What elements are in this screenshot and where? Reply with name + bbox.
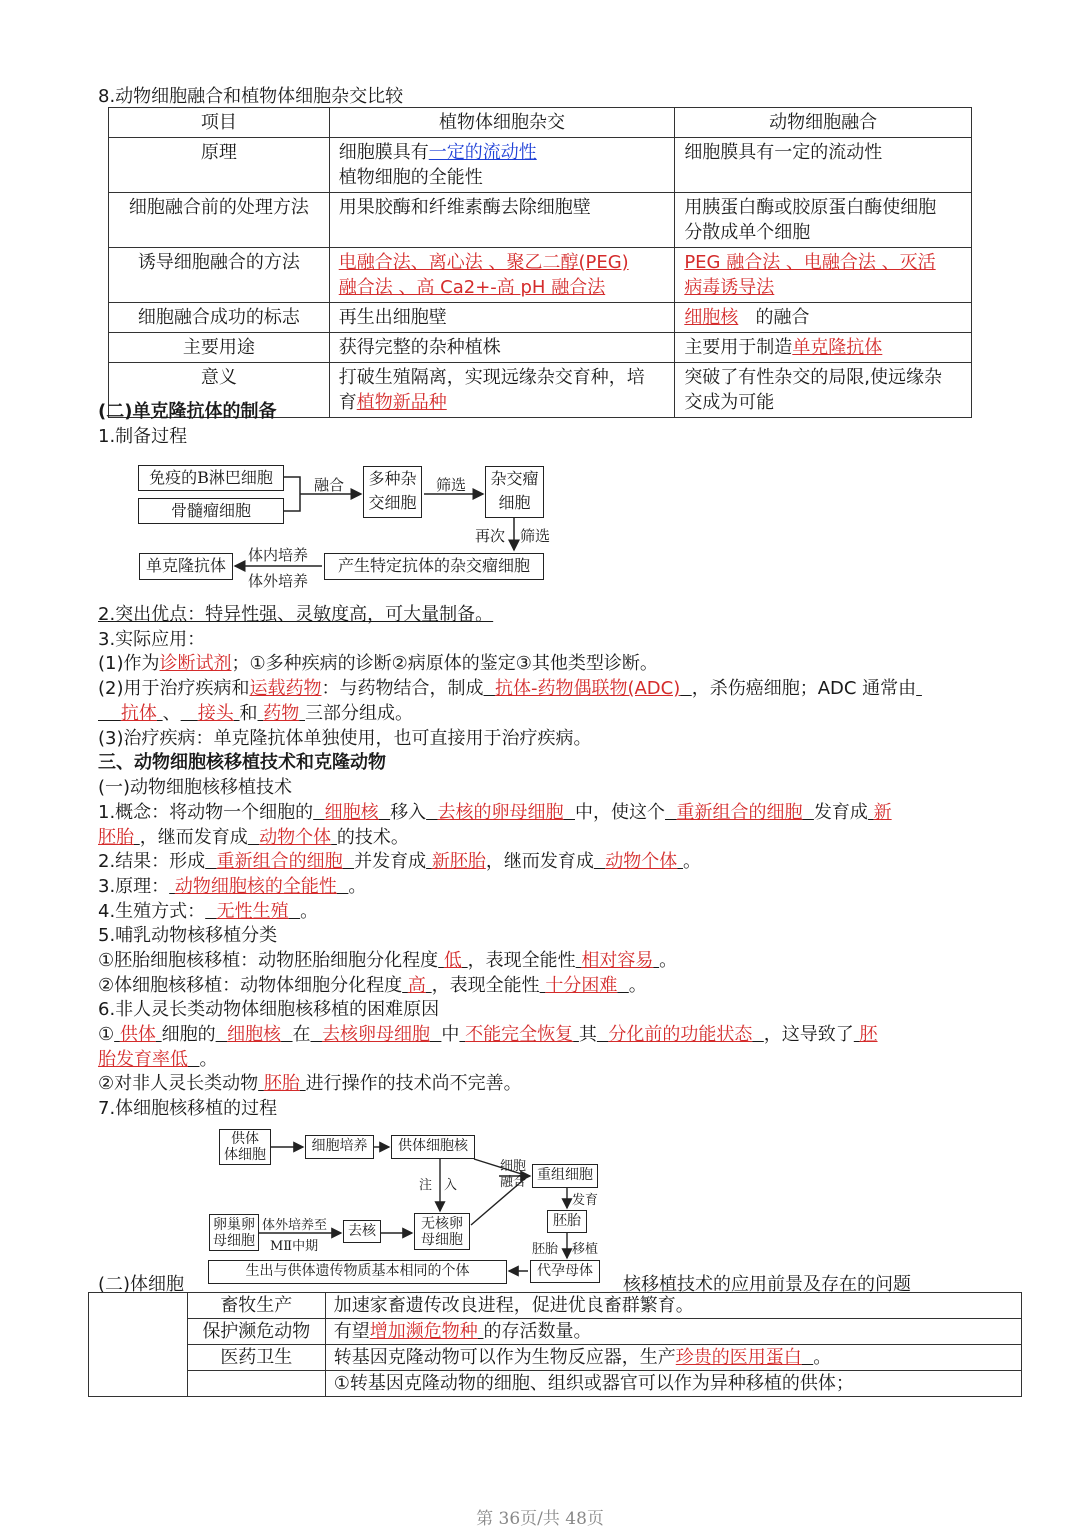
culture-to-label: 体外培养至: [262, 1218, 328, 1233]
row-label: 细胞融合前的处理方法: [109, 193, 330, 248]
donor-cell-box: [219, 1129, 271, 1165]
sub-heading: 3.实际应用：: [98, 629, 206, 650]
row-value: [325, 1345, 1021, 1371]
rescreen-label-1: 再次: [475, 527, 506, 545]
answer-blank: 不能完全恢复: [465, 1024, 574, 1045]
text: 其: [578, 1024, 597, 1045]
text: ，继而发育成: [485, 851, 594, 872]
text: 细胞膜具有: [338, 142, 429, 163]
row-value: 加速家畜遗传改良进程，促进优良畜群繁育。: [325, 1293, 1021, 1319]
cell-plant: 用果胶酶和纤维素酶去除细胞壁: [329, 193, 675, 248]
answer-blank: 新: [873, 802, 892, 823]
text: 卵巢卵: [213, 1217, 255, 1233]
transfer-label-2: 移植: [572, 1242, 599, 1257]
text: 。: [300, 901, 319, 922]
row-label: 保护濒危动物: [187, 1319, 325, 1345]
answer-blank: 细胞核: [324, 802, 379, 823]
screen-label: 筛选: [436, 476, 467, 494]
text: 母细胞: [213, 1233, 255, 1249]
answer-blank: 抗体: [120, 703, 157, 724]
application-3: (3)治疗疾病：单克隆抗体单独使用，也可直接用于治疗疾病。: [98, 728, 592, 749]
text: 无核卵: [421, 1216, 463, 1232]
enucleate-box: 去核: [343, 1220, 381, 1243]
oocyte-box: [209, 1214, 259, 1251]
text: 在: [292, 1024, 311, 1045]
answer-blank: 诊断试剂: [159, 653, 232, 674]
answer-blank: 胎发育率低: [98, 1049, 188, 1070]
answer-blank: 相对容易: [581, 950, 654, 971]
text: 分散成单个细胞: [684, 222, 811, 243]
answer-blank: 珍贵的医用蛋白: [675, 1347, 802, 1368]
header-cell: 动物细胞融合: [675, 108, 972, 138]
text: 主要用于制造: [684, 337, 793, 358]
answer-blank: 重新组合的细胞: [676, 802, 803, 823]
answer-blank: 胚: [859, 1024, 878, 1045]
recombined-cell-box: 重组细胞: [532, 1164, 598, 1188]
transfer-label-1: 胚胎: [532, 1242, 559, 1257]
text: 多种杂: [368, 469, 417, 488]
answer-blank: 重新组合的细胞: [216, 851, 343, 872]
answer-blank: 病毒诱导法: [684, 277, 775, 298]
text: 1.概念：将动物一个细胞的: [98, 802, 314, 823]
text: 交成为可能: [684, 392, 775, 413]
offspring-box: 生出与供体遗传物质基本相同的个体: [208, 1260, 507, 1284]
text: 三部分组成。: [305, 703, 413, 724]
blank-cell: [89, 1293, 188, 1397]
answer-blank: 药物: [263, 703, 300, 724]
text: 的技术。: [336, 827, 409, 848]
text: 有望: [333, 1321, 370, 1342]
text: 交细胞: [368, 493, 417, 512]
text: 的融合: [755, 307, 810, 328]
answer-blank: 融合法 、高 Ca2+-高 pH 融合法: [338, 277, 606, 298]
text: ，继而发育成: [139, 827, 248, 848]
answer-blank: 电融合法、离心法 、聚乙二醇(PEG): [338, 252, 629, 273]
text: 发育成: [813, 802, 868, 823]
text: 进行操作的技术尚不完善。: [305, 1073, 522, 1094]
text: 。: [659, 950, 678, 971]
text: 、: [162, 703, 181, 724]
prospect-heading-pre: (二)体细胞: [98, 1274, 185, 1295]
m2-label: MⅡ中期: [270, 1239, 319, 1254]
text: 供体: [231, 1131, 259, 1147]
sub-heading: 5.哺乳动物核移植分类: [98, 925, 278, 946]
text: 突破了有性杂交的局限,使远缘杂: [684, 367, 943, 388]
text: ①: [98, 1024, 115, 1045]
text: ，表现全能性: [467, 950, 576, 971]
answer-blank: 新胚胎: [431, 851, 486, 872]
text: 并发育成: [354, 851, 427, 872]
row-label: [187, 1371, 325, 1397]
text: ；①多种疾病的诊断②病原体的鉴定③其他类型诊断。: [231, 653, 658, 674]
cell-plant: 获得完整的杂种植株: [329, 333, 675, 363]
in-vivo-label: 体内培养: [248, 546, 309, 564]
text: 2.突出优点：特异性强、灵敏度高，可大量制备。: [98, 604, 494, 625]
text: 3.原理：: [98, 876, 170, 897]
sub-heading: (一)动物细胞核移植技术: [98, 777, 293, 798]
answer-blank: 运载药物: [249, 678, 322, 699]
sub-heading: 1.制备过程: [98, 426, 188, 447]
answer-blank: 动物个体: [605, 851, 678, 872]
b-cell-box: 免疫的B淋巴细胞: [138, 465, 284, 491]
page-footer: 第 36页/共 48页: [476, 1509, 604, 1529]
row-value: ①转基因克隆动物的细胞、组织或器官可以作为异种移植的供体；: [325, 1371, 1021, 1397]
row-label: 意义: [109, 363, 330, 418]
text: 中，使这个: [575, 802, 665, 823]
row-value: [325, 1319, 1021, 1345]
text: 。: [628, 975, 647, 996]
answer-blank: 增加濒危物种: [369, 1321, 478, 1342]
answer-blank: 植物新品种: [356, 392, 447, 413]
text: ②对非人灵长类动物: [98, 1073, 259, 1094]
application-table: [88, 1292, 1022, 1397]
text: 用胰蛋白酶或胶原蛋白酶使细胞: [684, 197, 937, 218]
row-label: 医药卫生: [187, 1345, 325, 1371]
row-label: 原理: [109, 138, 330, 193]
table-row: [89, 1345, 1022, 1371]
text: 细胞: [498, 493, 531, 512]
text: 的存活数量。: [483, 1321, 592, 1342]
enucleated-oocyte-box: [414, 1213, 470, 1250]
inject-label-2: 入: [444, 1178, 458, 1193]
myeloma-box: 骨髓瘤细胞: [138, 498, 284, 524]
text: ，杀伤癌细胞；ADC 通常由: [691, 678, 917, 699]
answer-blank: 接头: [197, 703, 234, 724]
answer-blank: 胚胎: [98, 827, 134, 848]
text: 细胞: [500, 1159, 527, 1174]
answer-blank: 胚胎: [263, 1073, 300, 1094]
text: 体细胞: [224, 1147, 266, 1163]
cell-plant: 再生出细胞壁: [329, 303, 675, 333]
row-label: 畜牧生产: [187, 1293, 325, 1319]
text: 植物细胞的全能性: [338, 167, 483, 188]
sub-heading: 6.非人灵长类动物体细胞核移植的困难原因: [98, 999, 440, 1020]
section-8-heading: 8.动物细胞融合和植物体细胞杂交比较: [98, 86, 404, 107]
text: 。: [199, 1049, 218, 1070]
text: 移入: [390, 802, 427, 823]
answer-blank: 无性生殖: [216, 901, 289, 922]
answer-blank: 供体: [119, 1024, 156, 1045]
fuse-label: 融合: [314, 476, 345, 494]
text: ②体细胞核移植：动物体细胞分化程度: [98, 975, 403, 996]
text: 育: [338, 392, 357, 413]
mab-box: 单克隆抗体: [139, 553, 233, 580]
text: 。: [683, 851, 702, 872]
answer-blank: 高: [407, 975, 426, 996]
text: 4.生殖方式：: [98, 901, 206, 922]
develop-label: 发育: [572, 1193, 599, 1208]
answer-blank: 分化前的功能状态: [608, 1024, 753, 1045]
cell-culture-box: 细胞培养: [305, 1135, 374, 1159]
text: 打破生殖隔离，实现远缘杂交育种，培: [338, 367, 645, 388]
rescreen-label-2: 筛选: [520, 527, 551, 545]
text: ，表现全能性: [431, 975, 540, 996]
specific-hybridoma-box: 产生特定抗体的杂交瘤细胞: [324, 553, 544, 580]
answer-blank: 抗体-药物偶联物(ADC): [494, 678, 681, 699]
text: 。: [813, 1347, 832, 1368]
table-row: [89, 1371, 1022, 1397]
cell-animal: 细胞膜具有一定的流动性: [675, 138, 972, 193]
text: 转基因克隆动物可以作为生物反应器，生产: [333, 1347, 676, 1368]
text: ①胚胎细胞核移植：动物胚胎细胞分化程度: [98, 950, 439, 971]
table-row: [89, 1293, 1022, 1319]
inject-label-1: 注: [419, 1178, 433, 1193]
sub-heading: 7.体细胞核移植的过程: [98, 1098, 278, 1119]
answer-blank: 单克隆抗体: [792, 337, 883, 358]
text: 。: [348, 876, 367, 897]
answer-blank: 十分困难: [545, 975, 618, 996]
surrogate-box: 代孕母体: [530, 1260, 600, 1283]
text: 母细胞: [421, 1232, 463, 1248]
row-label: 细胞融合成功的标志: [109, 303, 330, 333]
answer-blank: 动物细胞核的全能性: [174, 876, 337, 897]
section-heading: 三、动物细胞核移植技术和克隆动物: [98, 752, 386, 773]
answer-blank: PEG 融合法 、电融合法 、灭活: [684, 252, 936, 273]
fusion-label: [500, 1159, 526, 1191]
header-cell: 植物体细胞杂交: [329, 108, 675, 138]
text: 细胞的: [161, 1024, 216, 1045]
text: (2)用于治疗疾病和: [98, 678, 250, 699]
text: (1)作为: [98, 653, 160, 674]
embryo-box: 胚胎: [547, 1210, 587, 1233]
table-row: [89, 1319, 1022, 1345]
text: 杂交瘤: [490, 469, 539, 488]
answer-blank: 细胞核: [684, 307, 739, 328]
text: 中: [441, 1024, 460, 1045]
row-label: 诱导细胞融合的方法: [109, 248, 330, 303]
text: ，这导致了: [763, 1024, 854, 1045]
answer-blank: 低: [443, 950, 462, 971]
donor-nucleus-box: 供体细胞核: [391, 1135, 475, 1159]
text: 2.结果：形成: [98, 851, 206, 872]
section-heading: (二)单克隆抗体的制备: [98, 401, 277, 422]
text: ：与药物结合，制成: [321, 678, 484, 699]
answer-blank: 动物个体: [259, 827, 332, 848]
answer-blank: 去核的卵母细胞: [437, 802, 564, 823]
answer-blank: 一定的流动性: [428, 142, 537, 163]
text: 和: [239, 703, 258, 724]
text: 融合: [500, 1175, 527, 1190]
answer-blank: 细胞核: [227, 1024, 282, 1045]
in-vitro-label: 体外培养: [248, 572, 309, 590]
prospect-heading-post: 核移植技术的应用前景及存在的问题: [623, 1274, 911, 1295]
row-label: 主要用途: [109, 333, 330, 363]
answer-blank: 去核卵母细胞: [321, 1024, 430, 1045]
header-cell: 项目: [109, 108, 330, 138]
